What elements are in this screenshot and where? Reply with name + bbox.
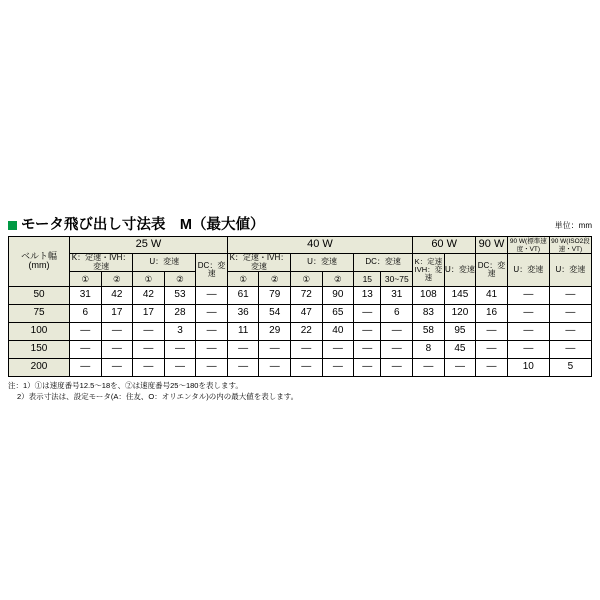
cell-50-5: 61 xyxy=(227,287,259,305)
unit-note: 単位：mm xyxy=(554,220,592,230)
table-row xyxy=(9,359,592,377)
cell-75-6: 54 xyxy=(259,305,291,323)
sub-40w-k-ivh: K：定速・IVH：変速 xyxy=(227,254,290,272)
cell-150-0: — xyxy=(70,341,102,359)
cell-150-14: — xyxy=(507,341,549,359)
cell-50-1: 42 xyxy=(101,287,133,305)
cell-50-3: 53 xyxy=(164,287,196,305)
sub-25w-u: U：変速 xyxy=(133,254,196,272)
cell-75-5: 36 xyxy=(227,305,259,323)
row-label-100: 100 xyxy=(9,323,70,341)
group-90w-iso2-vt: 90 W(ISO2段速・VT) xyxy=(551,237,590,253)
cell-200-15: 5 xyxy=(549,359,591,377)
sub-40w-dc: DC：変速 xyxy=(354,254,413,272)
group-90w-standard-vt: 90 W(標準速度・VT) xyxy=(507,236,549,254)
cell-150-5: — xyxy=(227,341,259,359)
cell-50-15: — xyxy=(549,287,591,305)
cell-200-2: — xyxy=(133,359,165,377)
cell-150-6: — xyxy=(259,341,291,359)
cell-100-8: 40 xyxy=(322,323,354,341)
cell-150-9: — xyxy=(354,341,381,359)
sub-60w-u: U：変速 xyxy=(444,254,476,287)
cell-200-6: — xyxy=(259,359,291,377)
cell-50-7: 72 xyxy=(291,287,323,305)
cell-200-12: — xyxy=(444,359,476,377)
cell-75-4: — xyxy=(196,305,228,323)
spec-table-block xyxy=(8,218,592,403)
cell-200-1: — xyxy=(101,359,133,377)
cell-200-5: — xyxy=(227,359,259,377)
cell-200-3: — xyxy=(164,359,196,377)
table-subgroup-header-row xyxy=(9,254,592,272)
cell-200-13: — xyxy=(476,359,508,377)
note-1: 注：1）①は速度番号12.5～18を、②は速度番号25～180を表します。 xyxy=(8,381,243,391)
note-2: 2）表示寸法は、設定モータ(A：住友、O：オリエンタル)の内の最大値を表します。 xyxy=(17,391,299,401)
belt-width-label-line2: (mm) xyxy=(28,260,50,271)
cell-50-4: — xyxy=(196,287,228,305)
row-label-200: 200 xyxy=(9,359,70,377)
cell-100-4: — xyxy=(196,323,228,341)
cell-200-7: — xyxy=(291,359,323,377)
row-header-belt-width xyxy=(9,236,70,287)
cell-200-4: — xyxy=(196,359,228,377)
sub-25w-dc: DC：変速 xyxy=(196,254,228,287)
cell-75-2: 17 xyxy=(133,305,165,323)
sub-40w-u: U：変速 xyxy=(291,254,354,272)
sub-90w-dc: DC：変速 xyxy=(476,254,508,287)
cell-100-11: 58 xyxy=(413,323,445,341)
cell-150-11: 8 xyxy=(413,341,445,359)
cell-150-10: — xyxy=(381,341,413,359)
code-40w-u-1: ① xyxy=(291,272,323,287)
code-25w-u-1: ① xyxy=(133,272,165,287)
cell-100-0: — xyxy=(70,323,102,341)
cell-75-7: 47 xyxy=(291,305,323,323)
cell-75-13: 16 xyxy=(476,305,508,323)
group-60w: 60 W xyxy=(413,236,476,254)
code-40w-k-1: ① xyxy=(227,272,259,287)
code-25w-k-1: ① xyxy=(70,272,102,287)
cell-100-3: 3 xyxy=(164,323,196,341)
code-40w-k-2: ② xyxy=(259,272,291,287)
cell-75-8: 65 xyxy=(322,305,354,323)
row-label-75: 75 xyxy=(9,305,70,323)
cell-100-1: — xyxy=(101,323,133,341)
cell-100-5: 11 xyxy=(227,323,259,341)
cell-75-12: 120 xyxy=(444,305,476,323)
code-25w-k-2: ② xyxy=(101,272,133,287)
sub-25w-k-ivh: K：定速・IVH：変速 xyxy=(70,254,133,272)
row-label-50: 50 xyxy=(9,287,70,305)
code-40w-u-2: ② xyxy=(322,272,354,287)
cell-75-1: 17 xyxy=(101,305,133,323)
table-row xyxy=(9,341,592,359)
table-notes xyxy=(8,381,592,403)
cell-100-13: — xyxy=(476,323,508,341)
cell-150-12: 45 xyxy=(444,341,476,359)
sub-90w-iso2-vt-u: U：変速 xyxy=(549,254,591,287)
cell-100-15: — xyxy=(549,323,591,341)
cell-200-14: 10 xyxy=(507,359,549,377)
table-row xyxy=(9,323,592,341)
group-25w: 25 W xyxy=(70,236,228,254)
cell-100-6: 29 xyxy=(259,323,291,341)
cell-150-13: — xyxy=(476,341,508,359)
cell-100-7: 22 xyxy=(291,323,323,341)
code-25w-u-2: ② xyxy=(164,272,196,287)
cell-150-3: — xyxy=(164,341,196,359)
group-40w: 40 W xyxy=(227,236,412,254)
cell-150-4: — xyxy=(196,341,228,359)
cell-50-12: 145 xyxy=(444,287,476,305)
cell-100-12: 95 xyxy=(444,323,476,341)
cell-200-8: — xyxy=(322,359,354,377)
cell-50-11: 108 xyxy=(413,287,445,305)
belt-width-label-line1: ベルト幅 xyxy=(21,250,58,261)
sub-90w-standard-vt-u: U：変速 xyxy=(507,254,549,287)
cell-50-6: 79 xyxy=(259,287,291,305)
cell-50-0: 31 xyxy=(70,287,102,305)
cell-150-2: — xyxy=(133,341,165,359)
code-40w-dc-30-75: 30~75 xyxy=(381,272,413,287)
cell-75-15: — xyxy=(549,305,591,323)
code-40w-dc-15: 15 xyxy=(354,272,381,287)
cell-50-8: 90 xyxy=(322,287,354,305)
table-group-header-row xyxy=(9,236,592,254)
cell-200-0: — xyxy=(70,359,102,377)
page-title: モータ飛び出し寸法表 M（最大値） xyxy=(21,217,265,233)
cell-75-0: 6 xyxy=(70,305,102,323)
row-label-150: 150 xyxy=(9,341,70,359)
cell-100-10: — xyxy=(381,323,413,341)
cell-150-1: — xyxy=(101,341,133,359)
cell-75-9: — xyxy=(354,305,381,323)
cell-75-14: — xyxy=(507,305,549,323)
cell-150-8: — xyxy=(322,341,354,359)
group-90w: 90 W xyxy=(476,236,508,254)
cell-50-13: 41 xyxy=(476,287,508,305)
green-square-icon xyxy=(8,221,17,230)
cell-200-10: — xyxy=(381,359,413,377)
cell-150-7: — xyxy=(291,341,323,359)
cell-100-14: — xyxy=(507,323,549,341)
cell-200-11: — xyxy=(413,359,445,377)
cell-100-9: — xyxy=(354,323,381,341)
cell-50-2: 42 xyxy=(133,287,165,305)
table-row xyxy=(9,287,592,305)
cell-75-3: 28 xyxy=(164,305,196,323)
cell-75-11: 83 xyxy=(413,305,445,323)
cell-50-9: 13 xyxy=(354,287,381,305)
cell-100-2: — xyxy=(133,323,165,341)
cell-150-15: — xyxy=(549,341,591,359)
section-title-row xyxy=(8,218,592,233)
cell-50-10: 31 xyxy=(381,287,413,305)
cell-200-9: — xyxy=(354,359,381,377)
motor-protrusion-table xyxy=(8,236,592,378)
cell-75-10: 6 xyxy=(381,305,413,323)
cell-50-14: — xyxy=(507,287,549,305)
table-row xyxy=(9,305,592,323)
sub-60w-k-ivh: K：定速 IVH：変速 xyxy=(413,254,445,287)
